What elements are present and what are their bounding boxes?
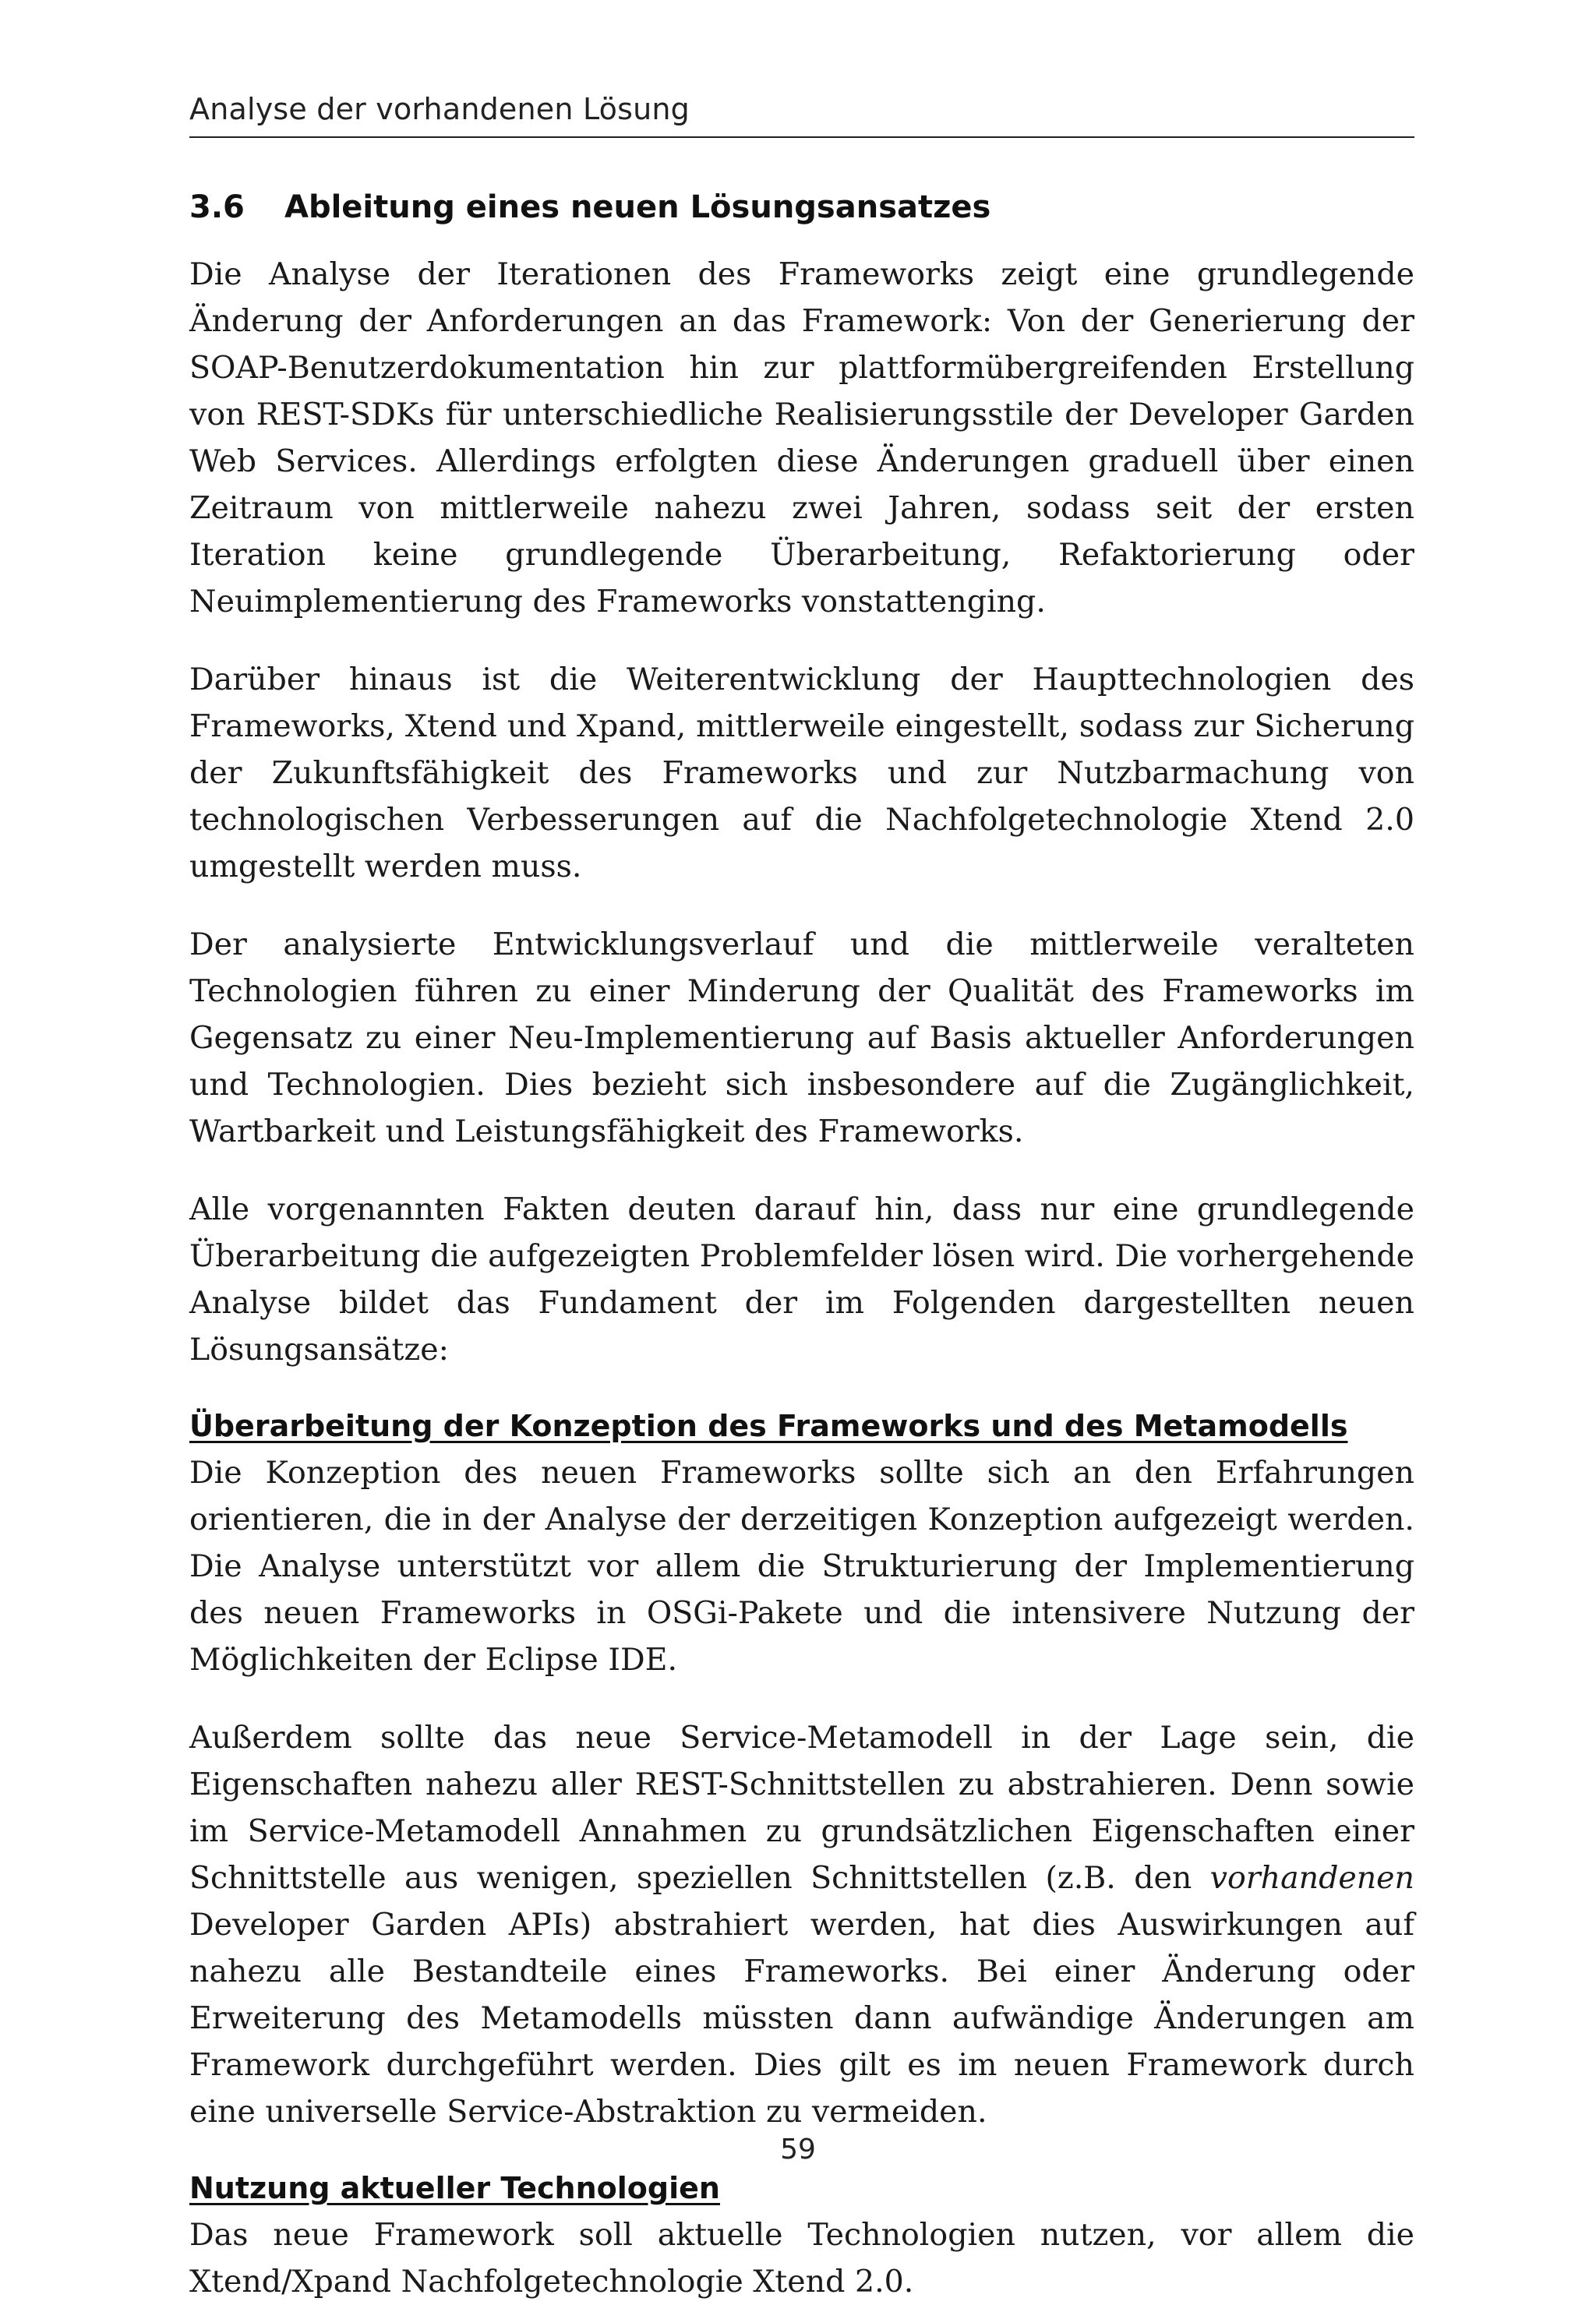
header-rule — [189, 136, 1414, 138]
paragraph: Darüber hinaus ist die Weiterentwicklung der Haupttechnologien des Frameworks, Xtend und Xpand, mittlerweile eingestellt, sodass zur Sicherung der Zukunftsfähigkeit des Frameworks und zur Nutzbarmachung von technologischen Verbesserungen auf die Nachfolgetechnologie Xtend 2.0 umgestellt werden muss. — [189, 662, 1414, 884]
emphasis-text: vorhandenen — [1209, 1860, 1414, 1896]
paragraph: Die Konzeption des neuen Frameworks sollte sich an den Erfahrungen orientieren, die in der Analyse der derzeitigen Konzeption aufgezeigt werden. Die Analyse unterstützt vor allem die Strukturierung der Implementierung des neuen Frameworks in OSGi-Pakete und die intensivere Nutzung der Möglichkeiten der Eclipse IDE. — [189, 1455, 1414, 1678]
paragraph-text: Developer Garden APIs) abstrahiert werden, hat dies Auswirkungen auf nahezu alle Bestandteile eines Frameworks. Bei einer Änderung oder Erweiterung des Metamodells müssten dann aufwändige Änderungen am Framework durchgeführt werden. Dies gilt es im neuen Framework durch eine universelle Service-Abstraktion zu vermeiden. — [189, 1907, 1414, 2130]
body-text — [189, 251, 1414, 2305]
page-number: 59 — [780, 2134, 816, 2166]
section-heading — [189, 189, 990, 225]
running-header: Analyse der vorhandenen Lösung — [189, 92, 690, 126]
section-number: 3.6 — [189, 189, 245, 225]
subheading-konzeption: Überarbeitung der Konzeption des Frameworks und des Metamodells — [189, 1409, 1348, 1443]
paragraph: Das neue Framework soll aktuelle Technologien nutzen, vor allem die Xtend/Xpand Nachfolgetechnologie Xtend 2.0. — [189, 2217, 1414, 2300]
subheading-technologien: Nutzung aktueller Technologien — [189, 2171, 720, 2205]
paragraph: Die Analyse der Iterationen des Frameworks zeigt eine grundlegende Änderung der Anforderungen an das Framework: Von der Generierung der SOAP-Benutzerdokumentation hin zur plattformübergreifenden Erstellung von REST-SDKs für unterschiedliche Realisierungsstile der Developer Garden Web Services. Allerdings erfolgten diese Änderungen graduell über einen Zeitraum von mittlerweile nahezu zwei Jahren, sodass seit der ersten Iteration keine grundlegende Überarbeitung, Refaktorierung oder Neuimplementierung des Frameworks vonstattenging. — [189, 256, 1414, 619]
paragraph-with-emphasis — [189, 1714, 1414, 2135]
paragraph: Alle vorgenannten Fakten deuten darauf hin, dass nur eine grundlegende Überarbeitung die aufgezeigten Problemfelder lösen wird. Die vorhergehende Analyse bildet das Fundament der im Folgenden dargestellten neuen Lösungsansätze: — [189, 1191, 1414, 1368]
paragraph: Der analysierte Entwicklungsverlauf und die mittlerweile veralteten Technologien führen zu einer Minderung der Qualität des Frameworks im Gegensatz zu einer Neu-Implementierung auf Basis aktueller Anforderungen und Technologien. Dies bezieht sich insbesondere auf die Zugänglichkeit, Wartbarkeit und Leistungsfähigkeit des Frameworks. — [189, 927, 1414, 1149]
paragraph-text: Außerdem sollte das neue Service-Metamodell in der Lage sein, die Eigenschaften nahezu aller REST-Schnittstellen zu abstrahieren. Denn sowie im Service-Metamodell Annahmen zu grundsätzlichen Eigenschaften einer Schnittstelle aus wenigen, speziellen Schnittstellen (z.B. den — [189, 1720, 1414, 1896]
section-title: Ableitung eines neuen Lösungsansatzes — [284, 189, 991, 225]
